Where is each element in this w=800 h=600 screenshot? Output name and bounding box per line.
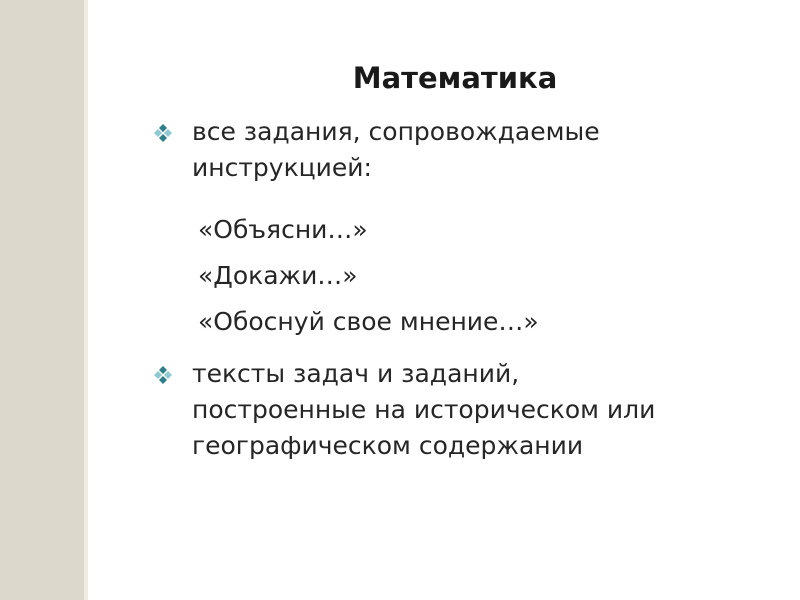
left-decorative-band	[0, 0, 84, 600]
bullet-line: инструкцией:	[192, 153, 372, 182]
sub-item: «Докажи…»	[198, 261, 358, 290]
bullet-line: тексты задач и заданий,	[192, 359, 520, 388]
sub-item: «Объясни…»	[198, 215, 368, 244]
four-diamond-bullet-icon	[152, 364, 174, 386]
slide-title: Математика	[352, 61, 558, 95]
bullet-item-texts	[192, 356, 772, 464]
bullet-item-instructions	[192, 114, 772, 186]
four-diamond-bullet-icon	[152, 122, 174, 144]
bullet-line: построенные на историческом или	[192, 395, 656, 424]
sub-item: «Обоснуй свое мнение…»	[198, 307, 539, 336]
bullet-line: географическом содержании	[192, 431, 584, 460]
bullet-line: все задания, сопровождаемые	[192, 117, 600, 146]
